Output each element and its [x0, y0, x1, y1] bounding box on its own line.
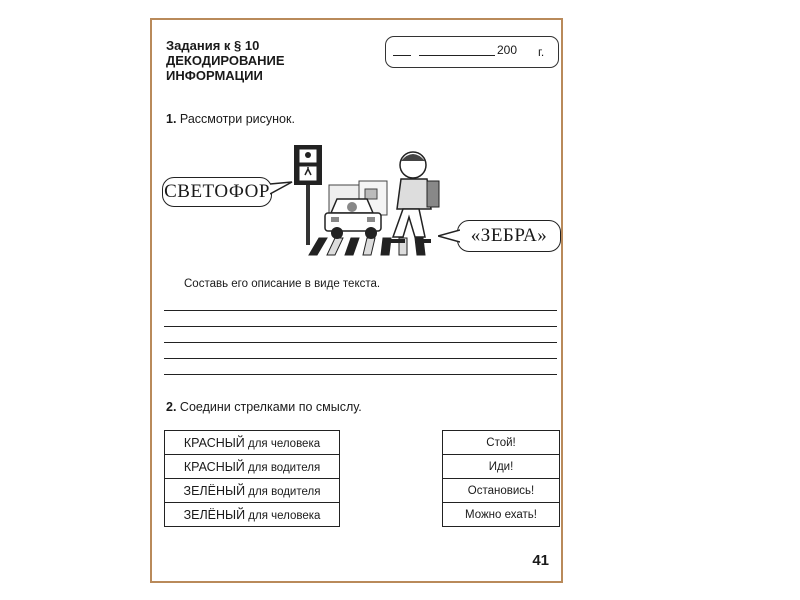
task-1-prompt: Составь его описание в виде текста.	[184, 278, 381, 290]
task-1-number: 1.	[166, 112, 177, 126]
answer-line[interactable]	[164, 374, 557, 375]
answer-line[interactable]	[164, 326, 557, 327]
task-2-text: Соедини стрелками по смыслу.	[179, 400, 362, 414]
signal-item[interactable]: ЗЕЛЁНЫЙ для человека	[165, 503, 340, 527]
page-number: 41	[532, 552, 549, 569]
meaning-item[interactable]: Стой!	[443, 431, 560, 455]
date-field	[385, 36, 559, 68]
signal-item[interactable]: ЗЕЛЁНЫЙ для водителя	[165, 479, 340, 503]
date-year: 200	[497, 43, 518, 57]
meaning-list	[442, 430, 560, 527]
title-line-2: ДЕКОДИРОВАНИЕ	[166, 53, 285, 68]
signal-list	[164, 430, 340, 527]
title-line-3: ИНФОРМАЦИИ	[166, 68, 263, 83]
meaning-item[interactable]: Остановись!	[443, 479, 560, 503]
date-day-blank	[393, 55, 411, 56]
answer-lines[interactable]	[164, 310, 557, 390]
task-1-text: Рассмотри рисунок.	[179, 112, 295, 126]
traffic-light-label-text: СВЕТОФОР	[164, 181, 270, 202]
meaning-item[interactable]: Иди!	[443, 455, 560, 479]
date-month-blank	[419, 55, 495, 56]
page-title	[166, 38, 366, 83]
traffic-light-label-pointer	[270, 180, 294, 200]
meaning-item[interactable]: Можно ехать!	[443, 503, 560, 527]
date-suffix: г.	[538, 45, 545, 59]
boy-icon	[389, 152, 439, 243]
answer-line[interactable]	[164, 310, 557, 311]
traffic-light-icon	[294, 145, 322, 245]
task-2-number: 2.	[166, 400, 177, 414]
answer-line[interactable]	[164, 358, 557, 359]
task-1-heading	[166, 112, 295, 126]
signal-item[interactable]: КРАСНЫЙ для человека	[165, 431, 340, 455]
signal-item[interactable]: КРАСНЫЙ для водителя	[165, 455, 340, 479]
traffic-scene-illustration	[289, 143, 459, 261]
zebra-crossing	[309, 238, 425, 255]
zebra-label	[457, 220, 561, 252]
zebra-label-pointer	[438, 226, 460, 246]
zebra-label-text: «ЗЕБРА»	[470, 225, 548, 246]
task-2-heading	[166, 400, 362, 414]
traffic-light-label	[162, 177, 272, 207]
workbook-page	[150, 18, 563, 583]
answer-line[interactable]	[164, 342, 557, 343]
title-line-1: Задания к § 10	[166, 38, 260, 53]
